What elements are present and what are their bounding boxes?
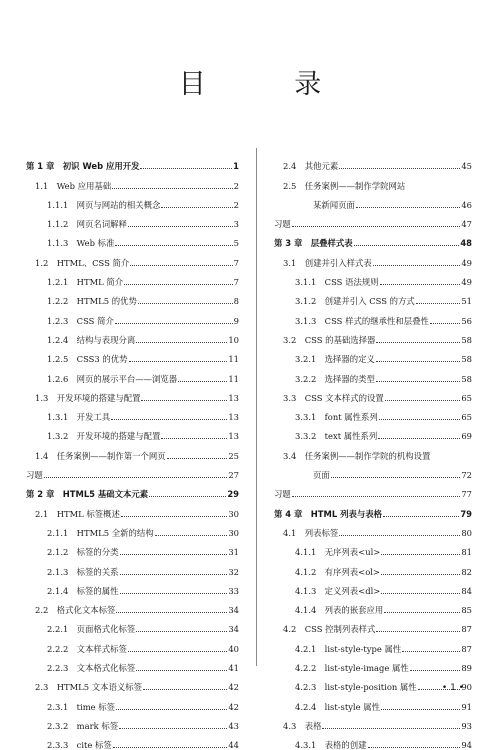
toc-leader-dots <box>356 207 460 208</box>
toc-entry-page: 13 <box>228 431 239 442</box>
toc-entry-page: 58 <box>461 334 472 345</box>
toc-leader-dots <box>136 631 227 632</box>
toc-entry-page: 33 <box>228 585 239 596</box>
toc-leader-dots <box>120 554 228 555</box>
toc-entry-title: 2.3.1 time 标签 <box>47 701 116 712</box>
toc-entry-page: 2 <box>233 180 239 191</box>
toc-entry-title: 2.3.2 mark 标签 <box>47 720 119 731</box>
toc-entry-page: 84 <box>461 585 472 596</box>
toc-entry-page: 72 <box>461 470 472 481</box>
toc-entry-page: 65 <box>461 412 472 423</box>
toc-entry-title: 1.3.2 开发环境的搭建与配置 <box>47 431 161 442</box>
toc-entry-page: 7 <box>233 257 239 268</box>
toc-entry-page: 34 <box>228 605 239 616</box>
toc-entry-page: 93 <box>461 720 472 731</box>
toc-entry-page: 42 <box>228 701 239 712</box>
toc-chapter-entry <box>26 480 239 499</box>
toc-leader-dots <box>138 303 233 304</box>
toc-entry-page: 11 <box>228 373 239 384</box>
toc-entry <box>26 268 239 287</box>
toc-entry-page: 90 <box>461 682 472 693</box>
toc-chapter-entry <box>26 152 239 171</box>
toc-leader-dots <box>167 458 228 459</box>
toc-entry-page: 42 <box>228 682 239 693</box>
toc-leader-dots <box>111 419 227 420</box>
toc-entry-title: 1.2.5 CSS3 的优势 <box>47 354 128 365</box>
toc-entry-title: 1.1 Web 应用基础 <box>35 180 112 191</box>
toc-entry <box>274 422 472 441</box>
toc-entry-page: 49 <box>461 257 472 268</box>
toc-entry-title: 习题 <box>274 219 291 230</box>
page-title: 目 录 <box>178 69 362 100</box>
toc-entry-title: 2.1.1 HTML5 全新的结构 <box>47 527 154 538</box>
toc-entry-title: 4.2.2 list-style-image 属性 <box>295 663 409 674</box>
toc-leader-dots <box>331 477 461 478</box>
toc-entry-title: 2.5 任务案例——制作学院网站 <box>283 180 406 191</box>
toc-entry-title: 2.2 格式化文本标签 <box>35 605 116 616</box>
toc-entry-title: 4.1.3 定义列表<dl> <box>295 585 381 596</box>
toc-entry <box>274 326 472 345</box>
toc-entry-title: 页面 <box>313 470 330 481</box>
toc-entry <box>26 171 239 190</box>
toc-entry <box>26 441 239 460</box>
toc-leader-dots <box>292 226 461 227</box>
toc-entry-title: 1.2.3 CSS 简介 <box>47 315 114 326</box>
toc-entry-page: 79 <box>460 508 472 519</box>
toc-entry-title: 3.2 CSS 的基础选择器 <box>283 334 376 345</box>
toc-entry-page: 65 <box>461 392 472 403</box>
toc-entry <box>26 499 239 518</box>
toc-entry-page: 9 <box>233 315 239 326</box>
toc-entry-title: 4.1.1 无序列表<ul> <box>295 547 381 558</box>
toc-entry-page: 1 <box>233 161 239 172</box>
toc-entry-page: 11 <box>228 354 239 365</box>
toc-entry-title: 1.3.1 开发工具 <box>47 412 111 423</box>
toc-entry-page: 2 <box>233 199 239 210</box>
toc-entry-title: 4.1 列表标签 <box>283 527 339 538</box>
toc-leader-dots <box>376 381 460 382</box>
toc-entry <box>274 441 472 460</box>
toc-leader-dots <box>354 245 460 246</box>
toc-entry <box>26 596 239 615</box>
toc-leader-dots <box>141 400 227 401</box>
toc-leader-dots <box>149 496 226 497</box>
toc-entry-title: 2.3.3 cite 标签 <box>47 740 112 750</box>
toc-leader-dots <box>373 265 461 266</box>
toc-entry-page: 3 <box>233 219 239 230</box>
toc-entry <box>274 538 472 557</box>
toc-entry <box>26 712 239 731</box>
toc-entry-page: 69 <box>461 431 472 442</box>
toc-entry <box>274 210 472 229</box>
toc-entry-page: 5 <box>233 238 239 249</box>
toc-leader-dots <box>44 477 228 478</box>
toc-leader-dots <box>113 747 228 748</box>
toc-entry-page: 31 <box>228 547 239 558</box>
toc-entry <box>274 152 472 171</box>
toc-entry-title: 1.2 HTML、CSS 简介 <box>35 257 130 268</box>
toc-leader-dots <box>115 245 232 246</box>
toc-leader-dots <box>140 168 232 169</box>
toc-entry-title: 3.2.1 选择器的定义 <box>295 354 375 365</box>
toc-entry-title: 2.2.2 文本样式标签 <box>47 643 127 654</box>
toc-entry <box>274 480 472 499</box>
toc-entry-title: 1.1.3 Web 标准 <box>47 238 115 249</box>
toc-leader-dots <box>376 631 460 632</box>
toc-leader-dots <box>381 554 460 555</box>
toc-entry-title: 1.3 开发环境的搭建与配置 <box>35 392 141 403</box>
toc-entry-page: 25 <box>228 450 239 461</box>
toc-entry-title: 1.1.2 网页名词解释 <box>47 219 127 230</box>
toc-entry-title: 2.1.3 标签的关系 <box>47 566 119 577</box>
toc-entry-title: 3.4 任务案例——制作学院的机构设置 <box>283 450 431 461</box>
toc-entry <box>26 248 239 267</box>
toc-entry-page: 13 <box>228 392 239 403</box>
toc-leader-dots <box>143 689 227 690</box>
toc-entry-title: 1.4 任务案例——制作第一个网页 <box>35 450 166 461</box>
toc-entry-page: 51 <box>461 296 472 307</box>
toc-leader-dots <box>322 728 460 729</box>
toc-entry <box>274 615 472 634</box>
toc-entry-title: 3.1.2 创建并引入 CSS 的方式 <box>295 296 415 307</box>
toc-entry <box>274 306 472 325</box>
toc-entry-page: 47 <box>461 219 472 230</box>
toc-entry <box>274 364 472 383</box>
toc-entry-title: 3.3.1 font 属性系列 <box>295 412 378 423</box>
toc-entry-page: 34 <box>228 624 239 635</box>
toc-entry <box>274 654 472 673</box>
toc-entry-title: 4.2.3 list-style-position 属性 <box>295 682 417 693</box>
toc-entry-page: 10 <box>228 334 239 345</box>
toc-leader-dots <box>120 574 228 575</box>
toc-entry <box>26 306 239 325</box>
toc-entry <box>26 287 239 306</box>
toc-entry-page: 58 <box>461 373 472 384</box>
toc-leader-dots <box>379 419 461 420</box>
toc-entry-page: 85 <box>461 605 472 616</box>
toc-entry <box>274 345 472 364</box>
toc-leader-dots <box>368 747 461 748</box>
toc-entry-page: 13 <box>228 412 239 423</box>
toc-entry-page: 87 <box>461 624 472 635</box>
toc-entry-page: 43 <box>228 720 239 731</box>
toc-entry-page: 82 <box>461 566 472 577</box>
toc-entry-title: 某新闻页面 <box>313 199 355 210</box>
toc-entry <box>26 577 239 596</box>
toc-right-column <box>274 152 472 750</box>
toc-entry-title: 3.3 CSS 文本样式的设置 <box>283 392 384 403</box>
toc-leader-dots <box>178 381 227 382</box>
toc-entry-page: 40 <box>228 643 239 654</box>
toc-entry-page: 29 <box>227 489 239 500</box>
toc-leader-dots <box>381 709 460 710</box>
toc-leader-dots <box>430 323 460 324</box>
toc-entry-title: 第 1 章 初识 Web 应用开发 <box>26 161 140 172</box>
toc-entry <box>274 384 472 403</box>
toc-entry <box>274 712 472 731</box>
toc-entry-page: 48 <box>460 238 472 249</box>
toc-leader-dots <box>121 516 227 517</box>
toc-leader-dots <box>402 651 460 652</box>
toc-entry-title: 3.1.1 CSS 语法规则 <box>295 277 379 288</box>
toc-leader-dots <box>161 207 232 208</box>
toc-left-column <box>26 152 239 750</box>
toc-leader-dots <box>376 361 460 362</box>
toc-entry <box>274 596 472 615</box>
toc-entry-title: 2.4 其他元素 <box>283 161 339 172</box>
toc-entry-title: 2.2.3 文本格式化标签 <box>47 663 136 674</box>
toc-entry <box>26 519 239 538</box>
toc-entry-page: 30 <box>228 527 239 538</box>
toc-entry-page: 46 <box>461 199 472 210</box>
toc-entry-title: 2.1 HTML 标签概述 <box>35 508 120 519</box>
toc-entry <box>26 384 239 403</box>
toc-entry-title: 3.3.2 text 属性系列 <box>295 431 378 442</box>
toc-entry-title: 1.2.6 网页的展示平台——浏览器 <box>47 373 178 384</box>
toc-entry <box>274 577 472 596</box>
toc-leader-dots <box>410 670 461 671</box>
toc-entry <box>26 673 239 692</box>
toc-entry-title: 4.2.4 list-style 属性 <box>295 701 380 712</box>
toc-leader-dots <box>384 612 460 613</box>
toc-entry-page: 94 <box>461 740 472 750</box>
toc-entry <box>274 519 472 538</box>
toc-entry <box>274 557 472 576</box>
toc-leader-dots <box>381 574 460 575</box>
toc-chapter-entry <box>274 499 472 518</box>
toc-entry-page: 87 <box>461 643 472 654</box>
toc-entry <box>26 210 239 229</box>
toc-leader-dots <box>115 323 233 324</box>
toc-entry <box>26 461 239 480</box>
toc-entry <box>26 615 239 634</box>
toc-leader-dots <box>339 168 460 169</box>
toc-entry-page: 44 <box>228 740 239 750</box>
toc-entry <box>26 557 239 576</box>
toc-entry-title: 4.1.4 列表的嵌套应用 <box>295 605 384 616</box>
toc-leader-dots <box>376 342 460 343</box>
toc-entry <box>274 461 472 480</box>
toc-entry-page: 45 <box>461 161 472 172</box>
toc-entry-page: 58 <box>461 354 472 365</box>
toc-entry-title: 2.3 HTML5 文本语义标签 <box>35 682 142 693</box>
toc-entry-title: 4.2.1 list-style-type 属性 <box>295 643 402 654</box>
toc-entry-title: 4.1.2 有序列表<ol> <box>295 566 380 577</box>
toc-entry-title: 3.1 创建并引入样式表 <box>283 257 372 268</box>
toc-entry-page: 49 <box>461 277 472 288</box>
toc-entry <box>26 538 239 557</box>
toc-entry <box>274 403 472 422</box>
toc-entry <box>274 731 472 750</box>
toc-entry <box>274 692 472 711</box>
toc-entry <box>26 422 239 441</box>
toc-entry-title: 3.1.3 CSS 样式的继承性和层叠性 <box>295 315 429 326</box>
toc-entry-page: 77 <box>461 489 472 500</box>
toc-entry-title: 4.3 表格 <box>283 720 322 731</box>
toc-entry-page: 32 <box>228 566 239 577</box>
toc-leader-dots <box>116 612 227 613</box>
toc-entry-page: 27 <box>228 470 239 481</box>
toc-entry-title: 第 4 章 HTML 列表与表格 <box>274 508 382 519</box>
toc-entry <box>26 654 239 673</box>
toc-leader-dots <box>155 535 228 536</box>
toc-entry-page: 56 <box>461 315 472 326</box>
toc-entry-page: 91 <box>461 701 472 712</box>
toc-leader-dots <box>416 303 461 304</box>
toc-entry-title: 1.2.2 HTML5 的优势 <box>47 296 137 307</box>
toc-leader-dots <box>112 188 233 189</box>
toc-entry-title: 1.2.1 HTML 简介 <box>47 277 124 288</box>
toc-entry-page: 30 <box>228 508 239 519</box>
toc-leader-dots <box>383 516 459 517</box>
toc-leader-dots <box>380 284 461 285</box>
toc-leader-dots <box>136 670 227 671</box>
toc-leader-dots <box>119 728 227 729</box>
toc-entry <box>26 731 239 750</box>
toc-entry <box>274 634 472 653</box>
toc-entry-page: 80 <box>461 527 472 538</box>
toc-entry-title: 2.1.2 标签的分类 <box>47 547 119 558</box>
column-divider <box>256 148 257 666</box>
toc-entry <box>274 268 472 287</box>
toc-entry <box>26 692 239 711</box>
toc-entry <box>274 171 472 190</box>
toc-entry <box>274 248 472 267</box>
toc-entry-page: 81 <box>461 547 472 558</box>
toc-entry-page: 89 <box>461 663 472 674</box>
toc-entry-title: 1.1.1 网页与网站的相关概念 <box>47 199 161 210</box>
toc-entry <box>26 364 239 383</box>
toc-entry-title: 第 2 章 HTML5 基础文本元素 <box>26 489 149 500</box>
toc-entry-title: 2.1.4 标签的属性 <box>47 585 119 596</box>
toc-leader-dots <box>339 535 460 536</box>
toc-leader-dots <box>128 226 233 227</box>
toc-entry-title: 习题 <box>26 470 43 481</box>
toc-leader-dots <box>378 438 460 439</box>
toc-entry <box>26 403 239 422</box>
toc-leader-dots <box>116 709 227 710</box>
toc-leader-dots <box>385 400 461 401</box>
page-number: • 1 • <box>441 683 464 693</box>
toc-entry <box>274 191 472 210</box>
toc-entry-title: 2.2.1 页面格式化标签 <box>47 624 136 635</box>
toc-entry <box>26 191 239 210</box>
toc-leader-dots <box>128 651 227 652</box>
toc-leader-dots <box>120 593 228 594</box>
toc-entry-page: 8 <box>233 296 239 307</box>
toc-entry <box>26 326 239 345</box>
toc-entry-title: 1.2.4 结构与表现分离 <box>47 334 136 345</box>
toc-leader-dots <box>381 593 460 594</box>
toc-entry-title: 4.2 CSS 控制列表样式 <box>283 624 376 635</box>
toc-leader-dots <box>129 361 228 362</box>
toc-entry-title: 第 3 章 层叠样式表 <box>274 238 353 249</box>
toc-leader-dots <box>130 265 232 266</box>
toc-leader-dots <box>124 284 233 285</box>
toc-entry <box>26 229 239 248</box>
toc-entry <box>26 345 239 364</box>
toc-leader-dots <box>161 438 227 439</box>
toc-entry <box>26 634 239 653</box>
toc-leader-dots <box>136 342 227 343</box>
toc-chapter-entry <box>274 229 472 248</box>
toc-entry-page: 7 <box>233 277 239 288</box>
toc-entry-title: 习题 <box>274 489 291 500</box>
toc-leader-dots <box>292 496 461 497</box>
toc-entry-title: 4.3.1 表格的创建 <box>295 740 367 750</box>
toc-entry <box>274 287 472 306</box>
toc-entry-title: 3.2.2 选择器的类型 <box>295 373 375 384</box>
toc-entry-page: 41 <box>228 663 239 674</box>
